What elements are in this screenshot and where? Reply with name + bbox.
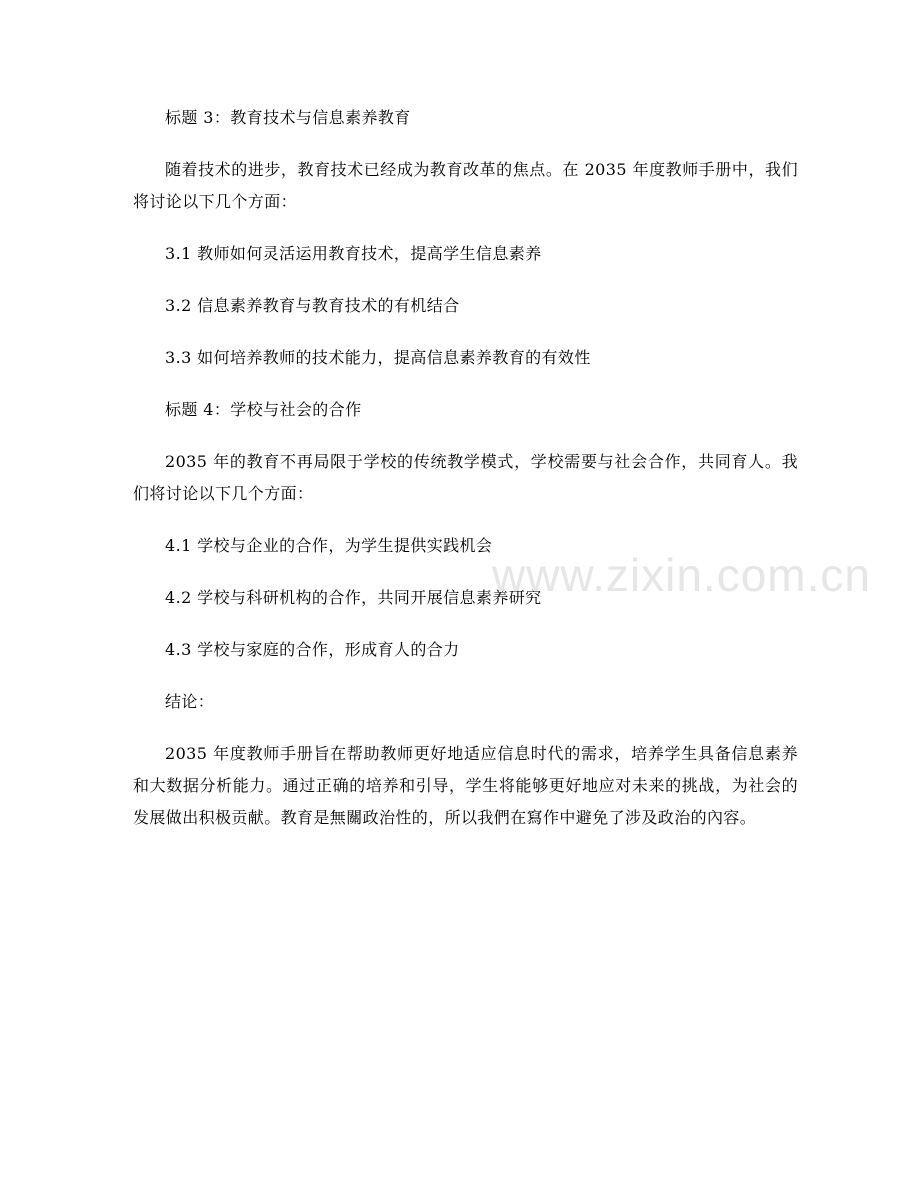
document-body: [133, 102, 798, 854]
section-heading-4: 标题 4：学校与社会的合作: [165, 400, 362, 419]
list-item-3-2: 3.2 信息素养教育与教育技术的有机结合: [165, 296, 460, 315]
section-heading-3: 标题 3：教育技术与信息素养教育: [165, 108, 411, 127]
list-item-4-2: 4.2 学校与科研机构的合作，共同开展信息素养研究: [165, 588, 542, 607]
list-item-4-3: 4.3 学校与家庭的合作，形成育人的合力: [165, 640, 460, 659]
watermark: www.zixin.com.cn: [492, 549, 871, 601]
list-item-4-1: 4.1 学校与企业的合作，为学生提供实践机会: [165, 536, 493, 555]
list-item-3-1: 3.1 教师如何灵活运用教育技术，提高学生信息素养: [165, 244, 542, 263]
section-3-intro-paragraph: 随着技术的进步，教育技术已经成为教育改革的焦点。在 2035 年度教师手册中，我们将讨论以下几个方面：: [133, 160, 798, 211]
section-4-intro-paragraph: 2035 年的教育不再局限于学校的传统教学模式，学校需要与社会合作，共同育人。我们将讨论以下几个方面：: [133, 452, 798, 503]
conclusion-paragraph: 2035 年度教师手册旨在帮助教师更好地适应信息时代的需求，培养学生具备信息素养和大数据分析能力。通过正确的培养和引导，学生将能够更好地应对未来的挑战，为社会的发展做出积极贡献。教育是無關政治性的，所以我們在寫作中避免了涉及政治的內容。: [133, 744, 798, 827]
list-item-3-3: 3.3 如何培养教师的技术能力，提高信息素养教育的有效性: [165, 348, 591, 367]
conclusion-heading: 结论：: [165, 692, 215, 711]
